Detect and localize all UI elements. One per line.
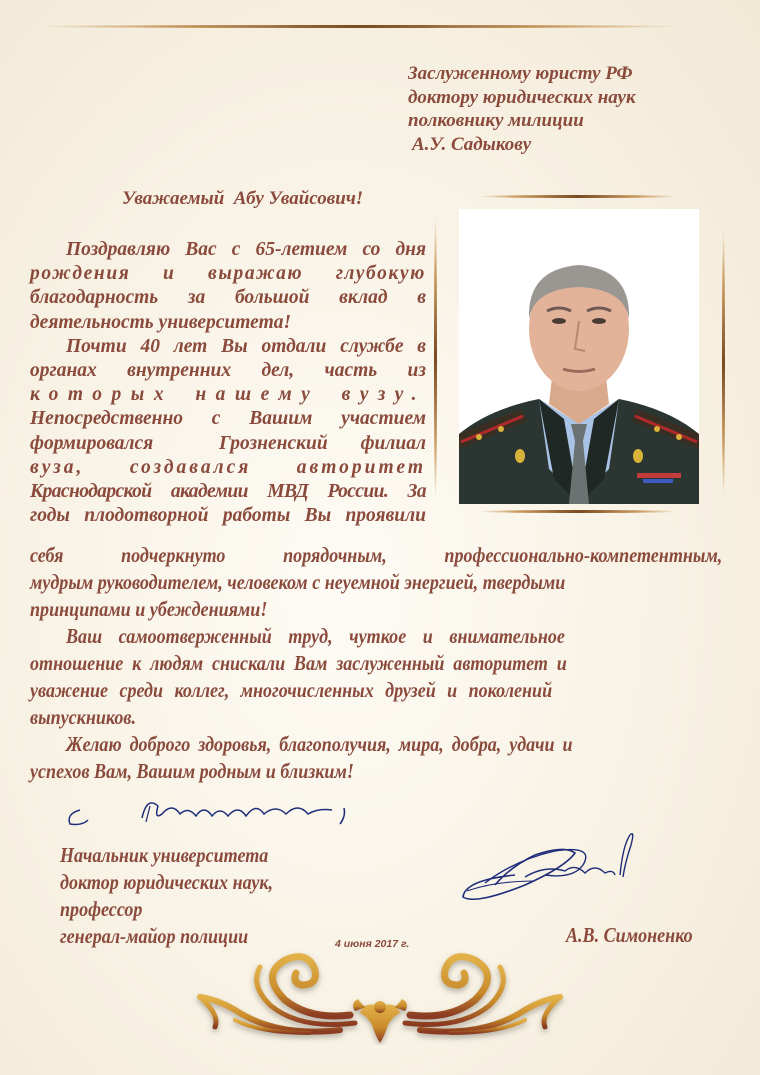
addressee-line: доктору юридических наук xyxy=(408,86,636,108)
paragraph-line: формировался Грозненский филиал xyxy=(30,432,426,454)
paragraph-line xyxy=(30,596,724,623)
paragraph-line xyxy=(30,758,724,785)
paragraph-line-text: отношение к людям снискали Вам заслуженный авторитет и xyxy=(30,651,567,675)
paragraph-line-text: Ваш самоотверженный труд, чуткое и внимательное xyxy=(66,624,565,648)
signatory-name: А.В. Симоненко xyxy=(566,923,693,947)
paragraph-line: годы плодотворной работы Вы проявили xyxy=(30,505,426,527)
paragraph-line xyxy=(30,704,724,731)
portrait-illustration-icon xyxy=(459,209,699,504)
paragraph-line xyxy=(30,731,724,758)
paragraph-line: которых нашему вузу. xyxy=(30,384,426,406)
signatory-title-line: профессор xyxy=(60,897,143,921)
paragraph-line-text: принципами и убеждениями! xyxy=(30,597,268,621)
paragraph-line-text: успехов Вам, Вашим родным и близким! xyxy=(30,759,354,783)
signatory-title-line: генерал-майор полиции xyxy=(60,924,249,948)
paragraph-line-text: себя подчеркнуто порядочным, профессионально-компетентным, xyxy=(30,543,723,567)
portrait-photo xyxy=(459,209,699,504)
ornament-flourish-icon xyxy=(190,945,570,1045)
paragraph-line-text: Желаю доброго здоровья, благополучия, мира, добра, удачи и xyxy=(66,732,573,756)
paragraph-line: благодарность за большой вклад в xyxy=(30,287,426,309)
letter-date: 4 июня 2017 г. xyxy=(335,938,410,950)
bottom-ornament xyxy=(190,945,570,1045)
photo-frame-left-line xyxy=(434,215,437,500)
paragraph-line xyxy=(30,650,724,677)
signature-icon xyxy=(455,825,645,910)
paragraph-line-text: уважение среди коллег, многочисленных друзей и поколений xyxy=(30,678,553,702)
paragraph-line: органах внутренних дел, часть из xyxy=(30,360,426,382)
addressee-line: полковнику милиции xyxy=(408,110,584,131)
paragraph-line xyxy=(30,623,724,650)
paragraph-line xyxy=(30,677,724,704)
signatory-title-line: Начальник университета xyxy=(60,843,269,867)
letter-body-narrow xyxy=(30,238,426,528)
paragraph-line: Непосредственно с Вашим участием xyxy=(30,408,426,430)
greeting: Уважаемый Абу Увайсович! xyxy=(122,188,364,209)
paragraph-line: Поздравляю Вас с 65-летием со дня xyxy=(66,239,426,260)
addressee-line: Заслуженному юристу РФ xyxy=(408,63,633,84)
paragraph-line xyxy=(30,569,724,596)
addressee-line: А.У. Садыкову xyxy=(412,133,532,155)
paragraph-line: Почти 40 лет Вы отдали службе в xyxy=(66,335,426,357)
paragraph-line: деятельность университета! xyxy=(30,311,292,333)
photo-frame-bottom-line xyxy=(478,510,678,513)
addressee-block xyxy=(408,62,636,156)
paragraph-line: Краснодарской академии МВД России. За xyxy=(30,481,426,503)
paragraph-line-text: мудрым руководителем, человеком с неуемной энергией, твердыми xyxy=(30,570,566,594)
signatory-title-line: доктор юридических наук, xyxy=(60,870,274,894)
paragraph-line: рождения и выражаю глубокую xyxy=(30,263,426,285)
handwritten-closing xyxy=(62,792,362,832)
handwriting-icon xyxy=(62,792,362,832)
photo-frame-right-line xyxy=(722,228,725,498)
paragraph-line xyxy=(30,542,724,569)
paragraph-line: вуза, создавался авторитет xyxy=(30,456,426,478)
top-decorative-line xyxy=(35,25,685,28)
signatory-title-block xyxy=(60,842,308,950)
signature xyxy=(455,825,645,910)
photo-frame-top-line xyxy=(478,195,678,198)
letter-body-wide xyxy=(30,542,724,785)
paragraph-line-text: выпускников. xyxy=(30,705,136,729)
